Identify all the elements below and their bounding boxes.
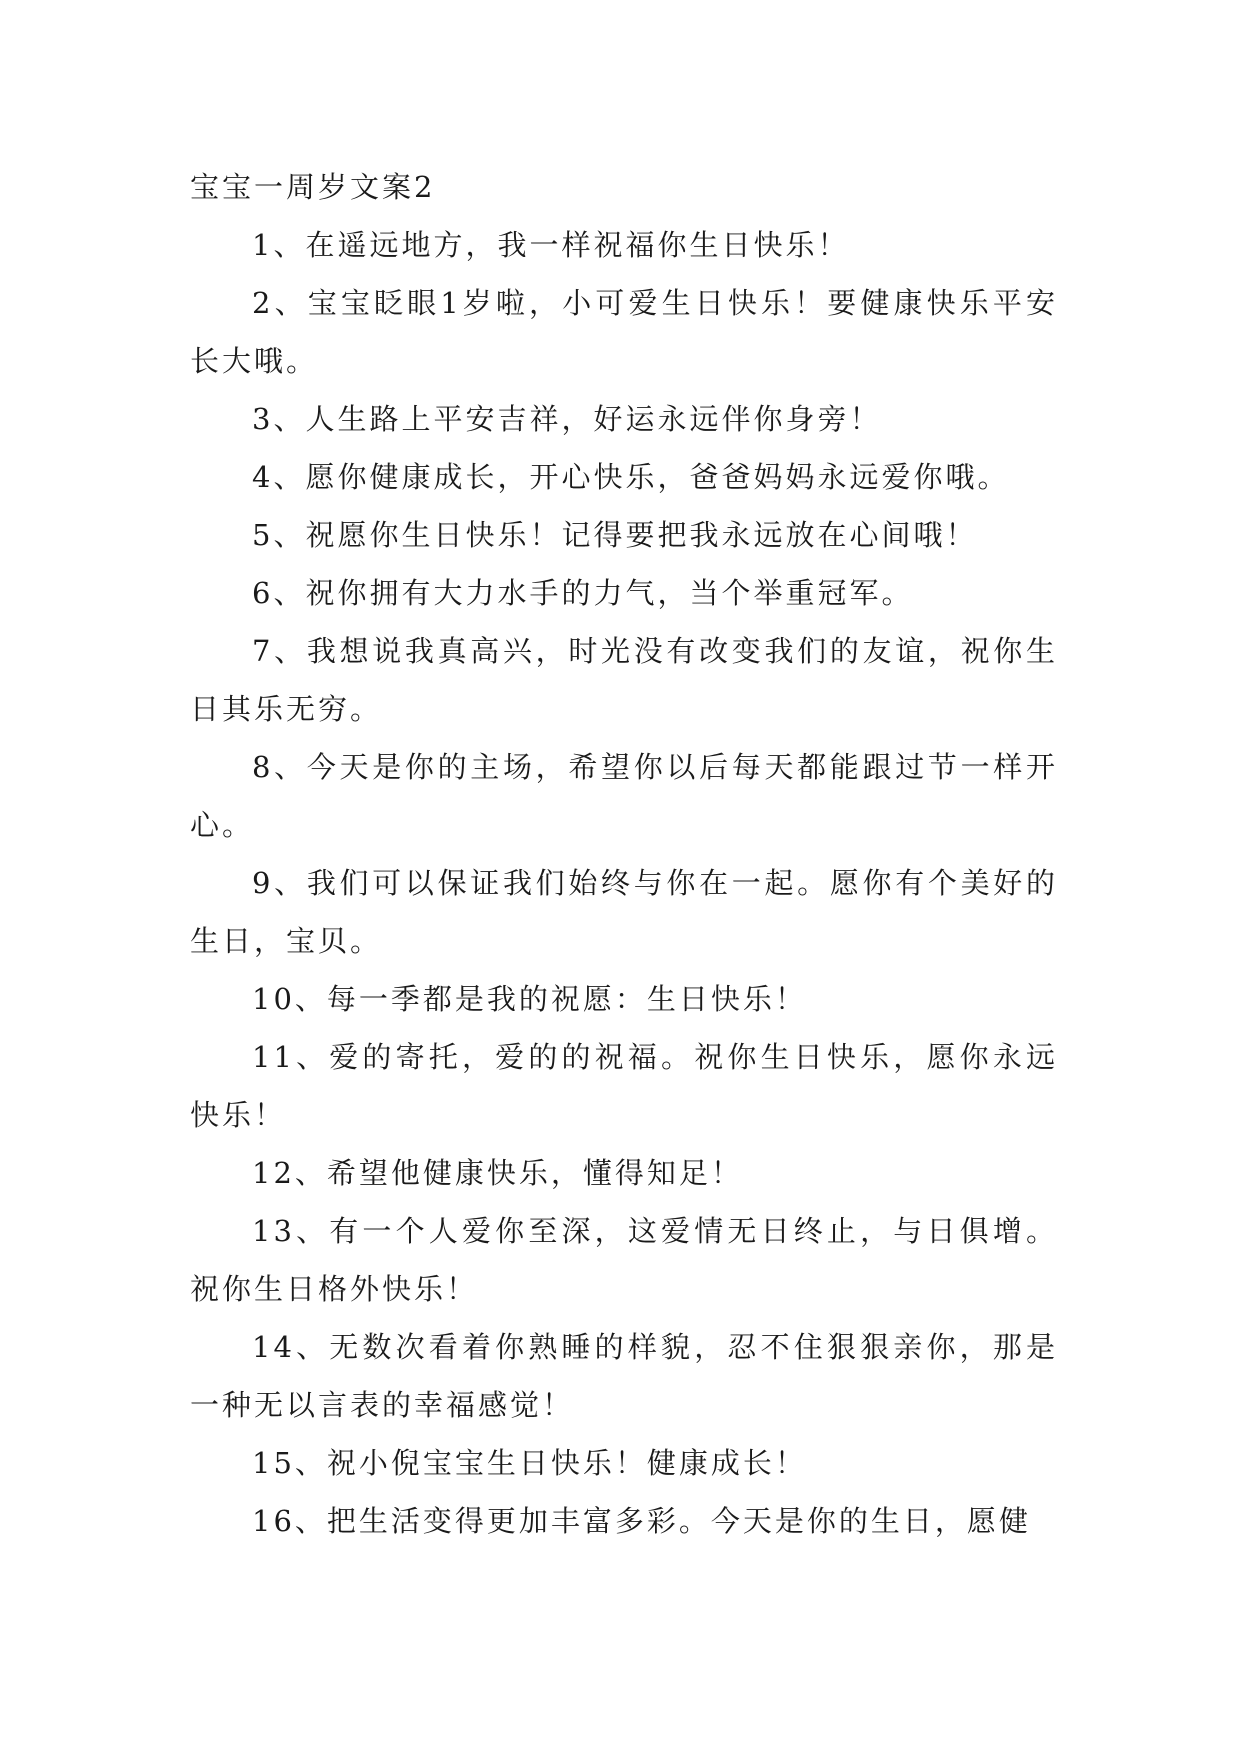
- paragraph-8: 8、今天是你的主场，希望你以后每天都能跟过节一样开心。: [190, 750, 1058, 842]
- paragraph-16: 16、把生活变得更加丰富多彩。今天是你的生日，愿健: [252, 1504, 1031, 1538]
- document-title: 宝宝一周岁文案2: [190, 170, 436, 204]
- paragraph-12: 12、希望他健康快乐，懂得知足！: [252, 1156, 743, 1190]
- paragraph-14: 14、无数次看着你熟睡的样貌，忍不住狠狠亲你，那是一种无以言表的幸福感觉！: [190, 1330, 1058, 1422]
- paragraph-10: 10、每一季都是我的祝愿：生日快乐！: [252, 982, 807, 1016]
- paragraph-3: 3、人生路上平安吉祥，好运永远伴你身旁！: [252, 402, 882, 436]
- paragraph-7: 7、我想说我真高兴，时光没有改变我们的友谊，祝你生日其乐无穷。: [190, 634, 1058, 726]
- paragraph-4: 4、愿你健康成长，开心快乐，爸爸妈妈永远爱你哦。: [252, 460, 1010, 494]
- paragraph-6: 6、祝你拥有大力水手的力气，当个举重冠军。: [252, 576, 914, 610]
- paragraph-5: 5、祝愿你生日快乐！记得要把我永远放在心间哦！: [252, 518, 978, 552]
- paragraph-15: 15、祝小倪宝宝生日快乐！健康成长！: [252, 1446, 807, 1480]
- paragraph-11: 11、爱的寄托，爱的的祝福。祝你生日快乐，愿你永远快乐！: [190, 1040, 1058, 1132]
- paragraph-13: 13、有一个人爱你至深，这爱情无日终止，与日俱增。祝你生日格外快乐！: [190, 1214, 1058, 1306]
- document-body: [190, 158, 1058, 1550]
- paragraph-1: 1、在遥远地方，我一样祝福你生日快乐！: [252, 228, 850, 262]
- paragraph-2: 2、宝宝眨眼1岁啦，小可爱生日快乐！要健康快乐平安长大哦。: [190, 286, 1058, 378]
- paragraph-9: 9、我们可以保证我们始终与你在一起。愿你有个美好的生日，宝贝。: [190, 866, 1058, 958]
